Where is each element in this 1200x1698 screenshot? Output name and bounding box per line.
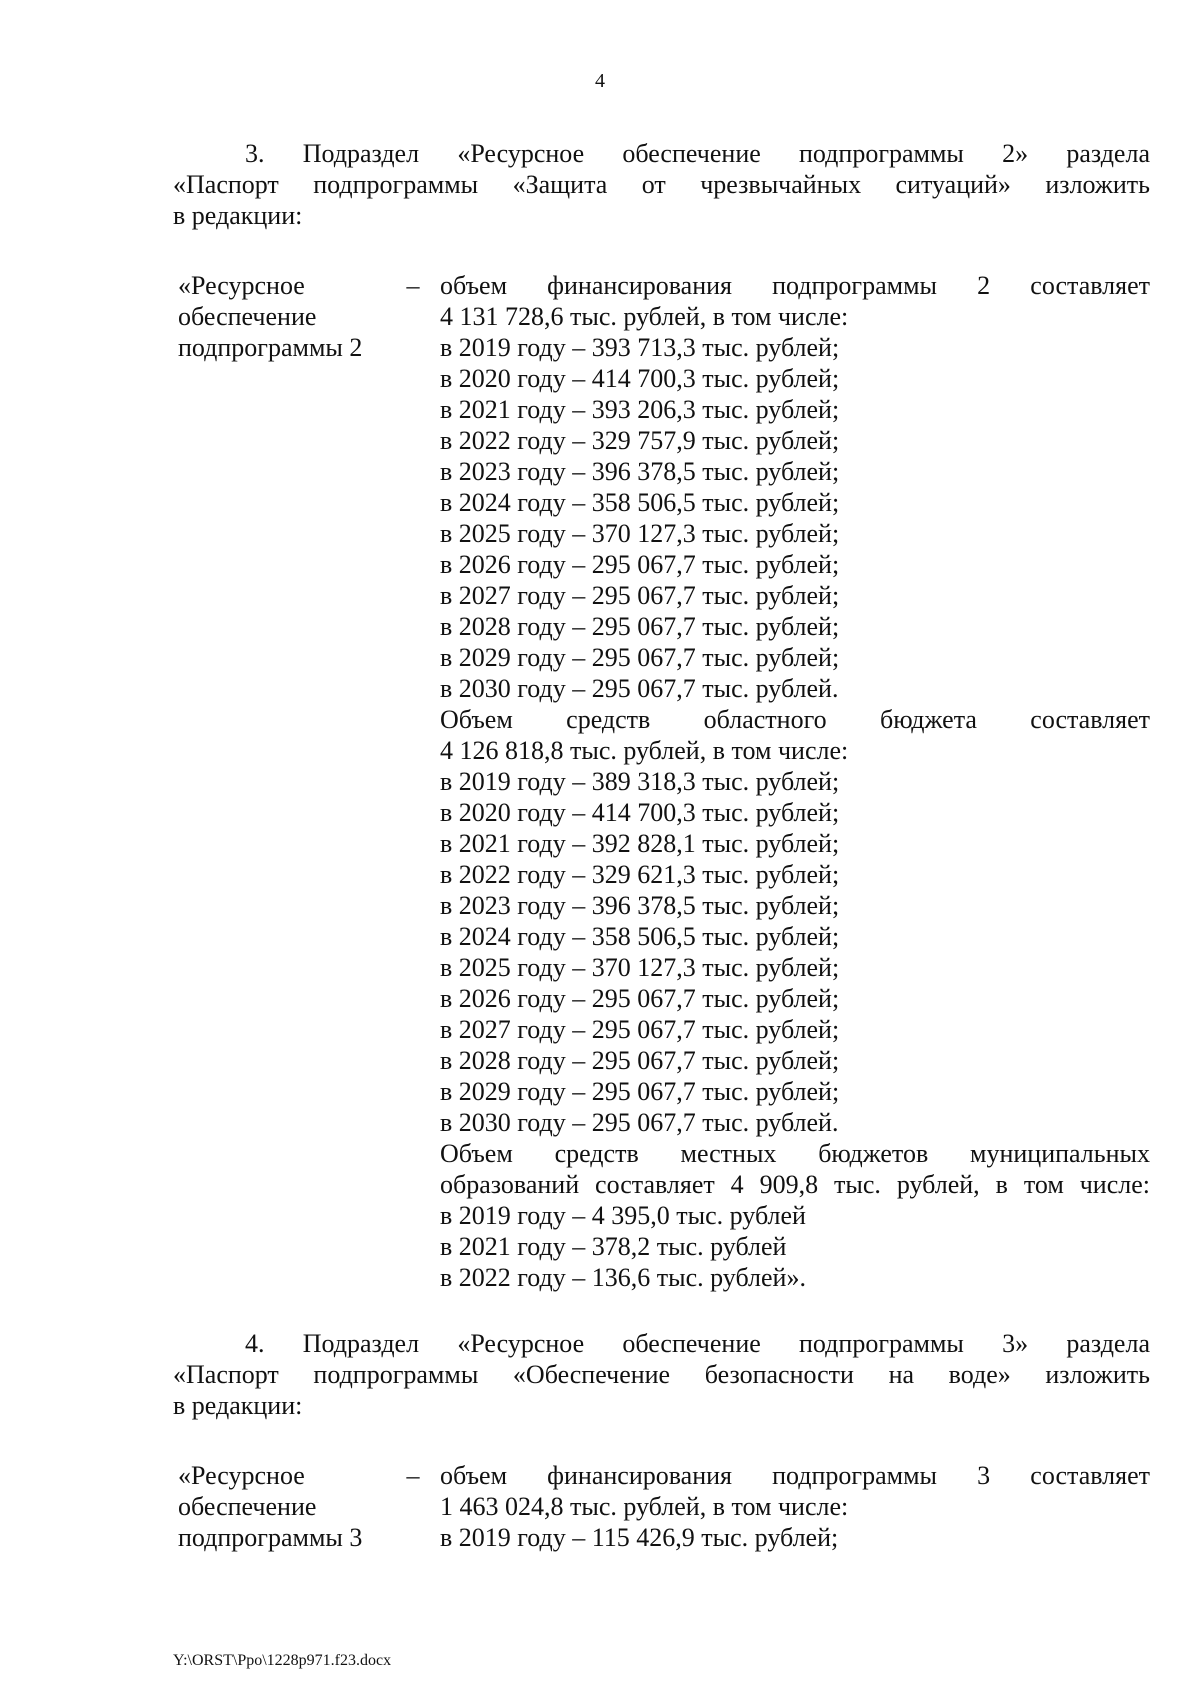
- section3-resource-block: [178, 270, 1150, 1293]
- section3-content-line: в 2022 году – 136,6 тыс. рублей».: [440, 1263, 806, 1292]
- section3-content-line: в 2020 году – 414 700,3 тыс. рублей;: [440, 798, 840, 827]
- section3-content-line: в 2019 году – 4 395,0 тыс. рублей: [440, 1201, 806, 1230]
- section3-content-line: в 2025 году – 370 127,3 тыс. рублей;: [440, 953, 840, 982]
- section3-label-line: обеспечение: [178, 302, 317, 331]
- section4-intro-line: в редакции:: [173, 1391, 303, 1420]
- section3-content-line: в 2027 году – 295 067,7 тыс. рублей;: [440, 1015, 840, 1044]
- section4-dash: –: [406, 1461, 420, 1490]
- section4-intro-line: 4. Подраздел «Ресурсное обеспечение подпрограммы 3» раздела: [245, 1329, 1150, 1358]
- section3-content-line: в 2025 году – 370 127,3 тыс. рублей;: [440, 519, 840, 548]
- section4-content-line: в 2019 году – 115 426,9 тыс. рублей;: [440, 1523, 839, 1552]
- section4-label-line: обеспечение: [178, 1492, 317, 1521]
- section3-content-line: в 2030 году – 295 067,7 тыс. рублей.: [440, 1108, 839, 1137]
- footer-file-path: Y:\ORST\Ppo\1228p971.f23.docx: [173, 1652, 392, 1669]
- section3-content-line: Объем средств местных бюджетов муниципальных: [440, 1139, 1150, 1168]
- section3-content-line: в 2029 году – 295 067,7 тыс. рублей;: [440, 1077, 840, 1106]
- section3-content-line: в 2027 году – 295 067,7 тыс. рублей;: [440, 581, 840, 610]
- section3-content-line: 4 126 818,8 тыс. рублей, в том числе:: [440, 736, 849, 765]
- section3-content-line: в 2030 году – 295 067,7 тыс. рублей.: [440, 674, 839, 703]
- section4-label-line: подпрограммы 3: [178, 1523, 363, 1552]
- section3-content-line: 4 131 728,6 тыс. рублей, в том числе:: [440, 302, 849, 331]
- section3-content-line: в 2028 году – 295 067,7 тыс. рублей;: [440, 1046, 840, 1075]
- section3-content-line: в 2022 году – 329 621,3 тыс. рублей;: [440, 860, 840, 889]
- section4-intro: [173, 1328, 1150, 1421]
- section3-content-line: в 2026 году – 295 067,7 тыс. рублей;: [440, 984, 840, 1013]
- section3-content: [440, 270, 1150, 1293]
- section3-intro-line: в редакции:: [173, 201, 303, 230]
- section3-content-line: образований составляет 4 909,8 тыс. рублей, в том числе:: [440, 1170, 1150, 1199]
- section3-content-line: в 2023 году – 396 378,5 тыс. рублей;: [440, 457, 840, 486]
- section3-content-line: Объем средств областного бюджета составляет: [440, 705, 1150, 734]
- section3-content-line: в 2026 году – 295 067,7 тыс. рублей;: [440, 550, 840, 579]
- section4-content-line: 1 463 024,8 тыс. рублей, в том числе:: [440, 1492, 849, 1521]
- section4-label: [178, 1460, 398, 1553]
- section3-intro: [173, 138, 1150, 231]
- section4-resource-block: [178, 1460, 1150, 1553]
- section3-content-line: в 2028 году – 295 067,7 тыс. рублей;: [440, 612, 840, 641]
- section3-content-line: в 2019 году – 393 713,3 тыс. рублей;: [440, 333, 840, 362]
- section3-content-line: в 2023 году – 396 378,5 тыс. рублей;: [440, 891, 840, 920]
- section3-content-line: в 2021 году – 393 206,3 тыс. рублей;: [440, 395, 840, 424]
- section3-label: [178, 270, 398, 363]
- section3-content-line: в 2021 году – 392 828,1 тыс. рублей;: [440, 829, 840, 858]
- section3-intro-line: «Паспорт подпрограммы «Защита от чрезвычайных ситуаций» изложить: [173, 170, 1150, 199]
- section3-content-line: в 2022 году – 329 757,9 тыс. рублей;: [440, 426, 840, 455]
- section3-intro-line: 3. Подраздел «Ресурсное обеспечение подпрограммы 2» раздела: [245, 139, 1150, 168]
- section3-dash: –: [406, 271, 420, 300]
- section4-label-line: «Ресурсное: [178, 1461, 305, 1490]
- section3-content-line: в 2024 году – 358 506,5 тыс. рублей;: [440, 488, 840, 517]
- section4-content: [440, 1460, 1150, 1553]
- section4-content-line: объем финансирования подпрограммы 3 составляет: [440, 1461, 1150, 1490]
- section3-content-line: в 2029 году – 295 067,7 тыс. рублей;: [440, 643, 840, 672]
- section3-label-line: «Ресурсное: [178, 271, 305, 300]
- section3-content-line: в 2021 году – 378,2 тыс. рублей: [440, 1232, 787, 1261]
- section3-content-line: объем финансирования подпрограммы 2 составляет: [440, 271, 1150, 300]
- section3-label-line: подпрограммы 2: [178, 333, 363, 362]
- section3-content-line: в 2020 году – 414 700,3 тыс. рублей;: [440, 364, 840, 393]
- section4-intro-line: «Паспорт подпрограммы «Обеспечение безопасности на воде» изложить: [173, 1360, 1150, 1389]
- section3-content-line: в 2024 году – 358 506,5 тыс. рублей;: [440, 922, 840, 951]
- section3-content-line: в 2019 году – 389 318,3 тыс. рублей;: [440, 767, 840, 796]
- page-number: 4: [595, 70, 605, 92]
